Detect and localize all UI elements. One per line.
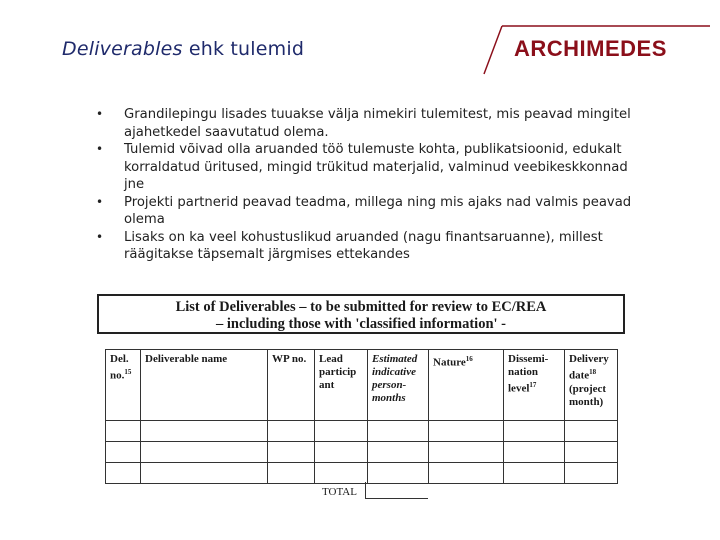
bullet-list (96, 106, 636, 264)
total-value-box (365, 482, 428, 499)
deliverables-table (105, 349, 618, 484)
list-item (96, 141, 636, 194)
bullet-text: Lisaks on ka veel kohustuslikud aruanded (nagu finantsaruanne), millest räägitakse täpsemalt järgmises ettekandes (124, 229, 603, 262)
logo-text: ARCHIMEDES (514, 36, 667, 61)
bullet-text: Projekti partnerid peavad teadma, millega ning mis ajaks nad valmis peavad olema (124, 194, 632, 227)
banner-line-1: List of Deliverables – to be submitted for review to EC/REA (175, 299, 547, 315)
title-rest: ehk tulemid (182, 38, 305, 60)
bullet-icon: • (96, 142, 104, 156)
col-del-no: Del. no.$^{15}$ (106, 350, 141, 421)
banner-line-2: – including those with 'classified information' - (215, 316, 507, 332)
col-person-months: Estimated indicative person-months (368, 350, 429, 421)
list-item (96, 229, 636, 264)
bullet-icon: • (96, 194, 104, 209)
document-banner (97, 294, 625, 334)
col-lead-participant: Lead particip ant (315, 350, 368, 421)
total-label: TOTAL (322, 486, 357, 498)
title-emphasis: Deliverables (62, 38, 183, 60)
slide-title (62, 38, 304, 60)
list-item (96, 194, 636, 229)
col-dissemination: Dissemi-nation level$^{17}$ (504, 350, 565, 421)
table-row (106, 421, 618, 442)
col-nature: Nature$^{16}$ (429, 350, 504, 421)
bullet-icon: • (96, 107, 104, 121)
bullet-text: Grandilepingu lisades tuuakse välja nimekiri tulemitest, mis peavad mingitel ajahetkedel saavutatud olema. (124, 107, 631, 140)
deliverables-document-excerpt (97, 294, 627, 504)
table-header-row (106, 350, 618, 421)
bullet-icon: • (96, 229, 104, 244)
col-wp-no: WP no. (268, 350, 315, 421)
archimedes-logo (480, 22, 710, 76)
table-row (106, 442, 618, 463)
table-row (106, 463, 618, 484)
bullet-text: Tulemid võivad olla aruanded töö tulemuste kohta, publikatsioonid, edukalt korraldatud üritused, mingid trükitud materjalid, valminud veebikeskkonnad jne (124, 142, 628, 192)
list-item (96, 106, 636, 141)
col-deliverable-name: Deliverable name (141, 350, 268, 421)
col-delivery-date: Delivery date$^{18}$ (project month) (565, 350, 618, 421)
